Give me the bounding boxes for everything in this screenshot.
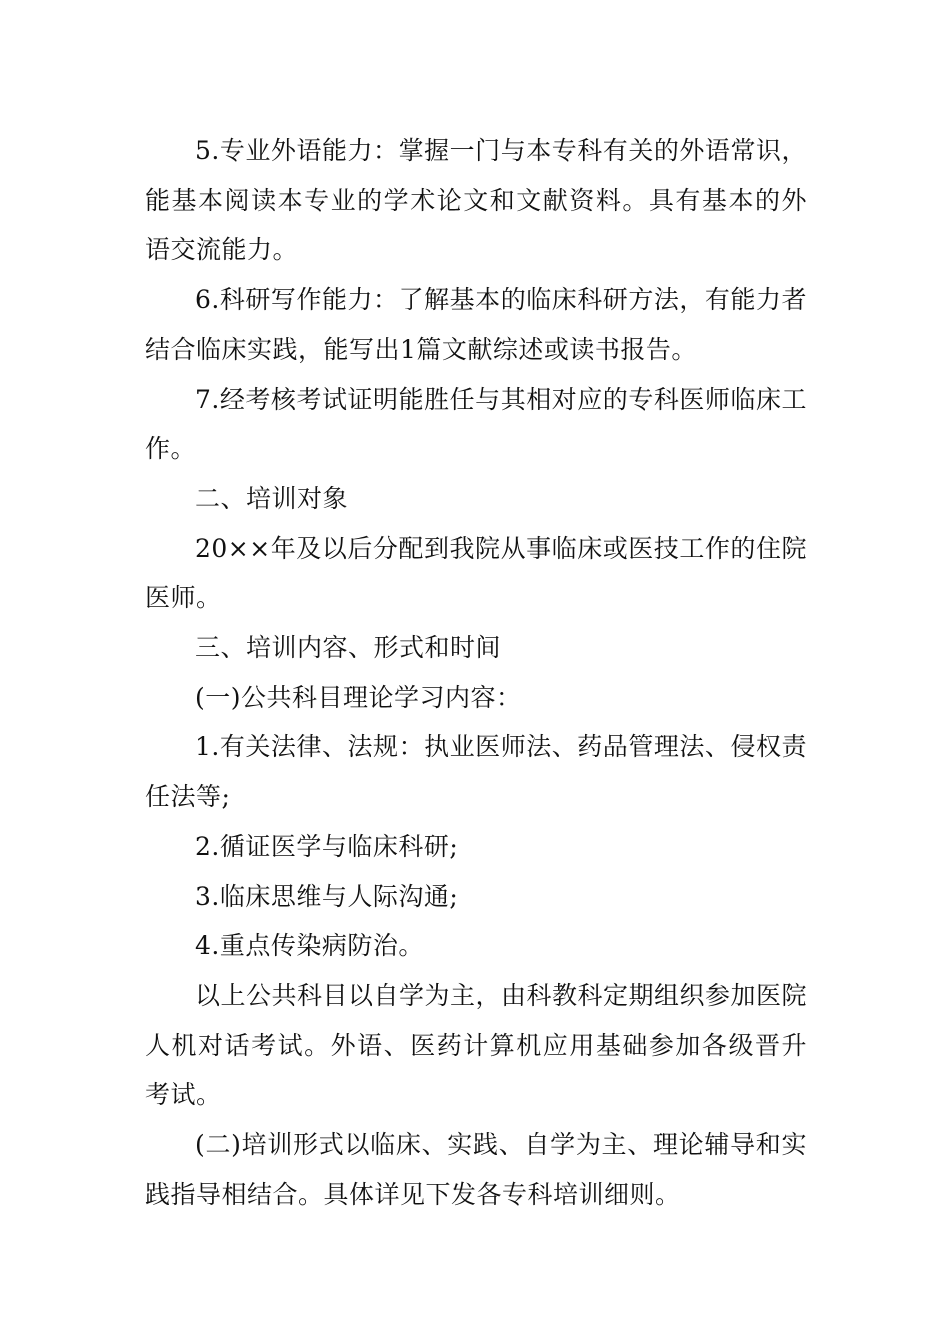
paragraph-research-writing: 6.科研写作能力：了解基本的临床科研方法，有能力者结合临床实践，能写出1篇文献综述或读书报告。 xyxy=(145,285,807,364)
list-item-evidence-medicine: 2.循证医学与临床科研; xyxy=(195,831,459,861)
document-body xyxy=(145,126,807,1219)
list-item-infectious-disease: 4.重点传染病防治。 xyxy=(195,931,424,961)
paragraph-training-form: (二)培训形式以临床、实践、自学为主、理论辅导和实践指导相结合。具体详见下发各专科培训细则。 xyxy=(145,1130,807,1209)
list-item-clinical-thinking: 3.临床思维与人际沟通; xyxy=(195,881,459,911)
section-heading-content: 三、培训内容、形式和时间 xyxy=(195,633,502,663)
paragraph-self-study: 以上公共科目以自学为主，由科教科定期组织参加医院人机对话考试。外语、医药计算机应用基础参加各级晋升考试。 xyxy=(145,980,808,1110)
list-item-laws: 1.有关法律、法规：执业医师法、药品管理法、侵权责任法等; xyxy=(145,732,807,812)
subsection-heading-public-subjects: (一)公共科目理论学习内容： xyxy=(195,682,522,712)
paragraph-foreign-language: 5.专业外语能力：掌握一门与本专科有关的外语常识，能基本阅读本专业的学术论文和文献资料。具有基本的外语交流能力。 xyxy=(145,136,807,265)
paragraph-assessment: 7.经考核考试证明能胜任与其相对应的专科医师临床工作。 xyxy=(145,384,807,464)
section-heading-trainees: 二、培训对象 xyxy=(195,483,349,513)
paragraph-trainees: 20××年及以后分配到我院从事临床或医技工作的住院医师。 xyxy=(145,533,807,613)
